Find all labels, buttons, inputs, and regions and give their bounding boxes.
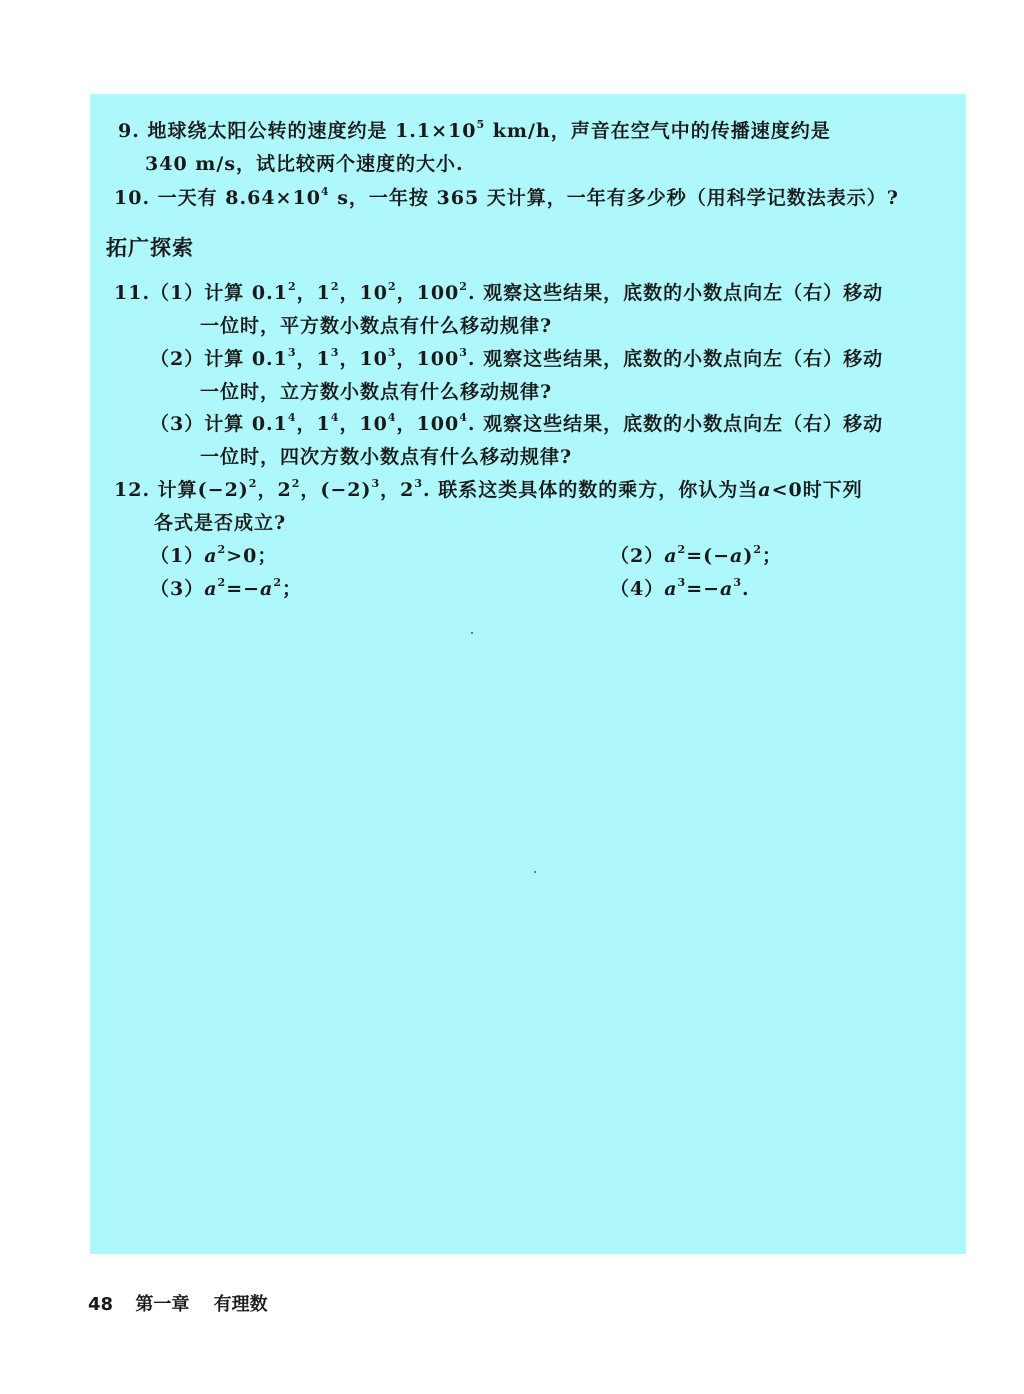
question-12-line-2: 各式是否成立?	[154, 512, 287, 534]
chapter-label: 第一章	[135, 1294, 190, 1315]
page-footer	[88, 1290, 268, 1316]
question-9-line-2: 340 m/s，试比较两个速度的大小.	[145, 153, 464, 175]
print-speck	[534, 871, 536, 873]
section-heading: 拓广探索	[106, 236, 194, 260]
question-10: 10. 一天有 $8.64\times 10^4$ s，一年按 365 天计算，一年有多少秒（用科学记数法表示）?	[114, 184, 899, 209]
question-12-option-3: $(3)a^2=-a^2$；	[150, 575, 303, 600]
exercise-panel	[90, 94, 966, 1254]
question-12-option-2: $(2)a^2=(-a)^2$；	[610, 542, 783, 567]
question-11-part-1-line-2: 一位时，平方数小数点有什么移动规律?	[200, 315, 553, 337]
question-11-part-2-line-2: 一位时，立方数小数点有什么移动规律?	[200, 381, 553, 403]
question-11-part-3: （3）计算 $0.1^4$，$1^4$，$10^4$，$100^4$. 观察这些结果，底数的小数点向左（右）移动	[150, 410, 884, 435]
question-11-part-1: 11.（1）计算 $0.1^2$，$1^2$，$10^2$，$100^2$. 观察这些结果，底数的小数点向左（右）移动	[114, 279, 884, 304]
question-12-option-4: $(4)a^3=-a^3$.	[610, 575, 750, 600]
question-11-part-3-line-2: 一位时，四次方数小数点有什么移动规律?	[200, 446, 573, 468]
question-9-line-1: 9. 地球绕太阳公转的速度约是 $1.1\times 10^5$ km/h，声音在空气中的传播速度约是	[118, 117, 831, 142]
question-12-option-1: $(1)a^2>0$；	[150, 542, 278, 567]
page-number: 48	[88, 1294, 114, 1315]
question-12-line-1: 12. 计算$(-2)^2$，$2^2$，$(-2)^3$，$2^3$. 联系这类具体的数的乘方，你认为当a<0时下列	[114, 476, 863, 501]
chapter-title: 有理数	[213, 1294, 268, 1315]
print-speck	[471, 632, 473, 634]
question-11-part-2: （2）计算 $0.1^3$，$1^3$，$10^3$，$100^3$. 观察这些结果，底数的小数点向左（右）移动	[150, 345, 884, 370]
